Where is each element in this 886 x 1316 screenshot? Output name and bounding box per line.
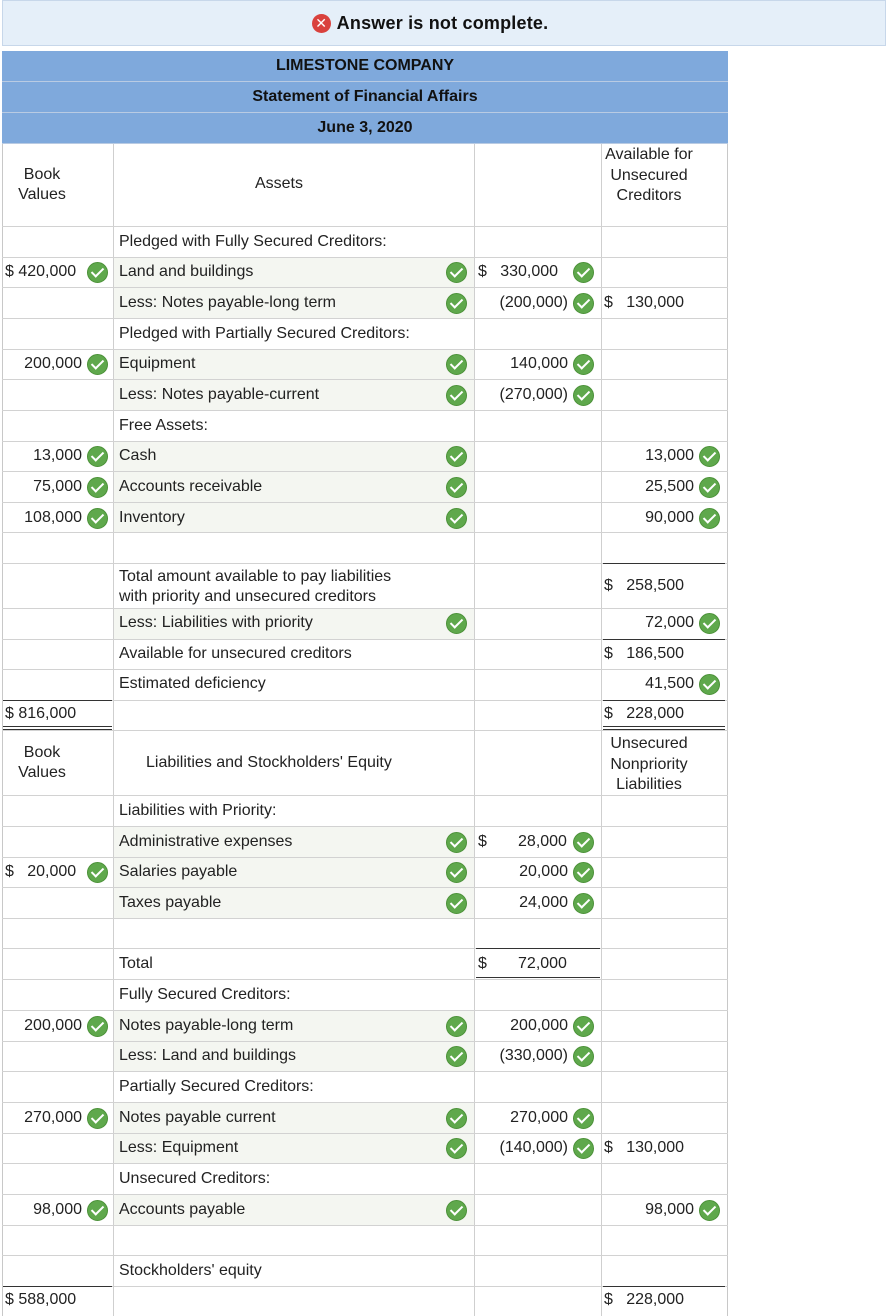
book-values-header: Book Values [18, 166, 66, 203]
check-icon [87, 354, 108, 375]
equipment-amount[interactable]: 140,000 [510, 355, 568, 372]
free-assets-heading: Free Assets: [119, 417, 208, 434]
fully-secured-heading: Fully Secured Creditors: [119, 986, 291, 1003]
equipment-label[interactable]: Equipment [119, 355, 196, 372]
liab-notes-cur-book[interactable]: 270,000 [24, 1109, 82, 1126]
check-icon [87, 862, 108, 883]
check-icon [573, 1108, 594, 1129]
liab-grand-total-unsecured: $ 228,000 [604, 1291, 685, 1308]
check-icon [573, 1138, 594, 1159]
land-book[interactable]: $ 420,000 [5, 263, 77, 280]
liab-total-label: Total [119, 955, 153, 972]
salaries-amount[interactable]: 20,000 [519, 863, 568, 880]
check-icon [446, 1108, 467, 1129]
check-icon [446, 446, 467, 467]
taxes-amount[interactable]: 24,000 [519, 894, 568, 911]
unsecured-creditors-heading: Unsecured Creditors: [119, 1170, 271, 1187]
assets-total-book: $ 816,000 [5, 705, 77, 722]
check-icon [573, 385, 594, 406]
check-icon [573, 354, 594, 375]
liab-notes-lt-book[interactable]: 200,000 [24, 1017, 82, 1034]
check-icon [699, 1200, 720, 1221]
check-icon [87, 477, 108, 498]
check-icon [446, 354, 467, 375]
check-icon [573, 293, 594, 314]
less-equipment-unsecured: $ 130,000 [604, 1139, 685, 1156]
check-icon [699, 613, 720, 634]
avail-unsecured-label: Available for unsecured creditors [119, 645, 352, 662]
ar-available[interactable]: 25,500 [645, 478, 694, 495]
stockholders-equity-label: Stockholders' equity [119, 1262, 262, 1279]
ar-book[interactable]: 75,000 [33, 478, 82, 495]
land-label[interactable]: Land and buildings [119, 263, 254, 280]
admin-amount[interactable]: $ 28,000 [478, 833, 567, 850]
statement-title: Statement of Financial Affairs [2, 82, 728, 113]
ap-unsecured[interactable]: 98,000 [645, 1201, 694, 1218]
liab-notes-cur-amount[interactable]: 270,000 [510, 1109, 568, 1126]
equipment-book[interactable]: 200,000 [24, 355, 82, 372]
check-icon [87, 1108, 108, 1129]
company-name: LIMESTONE COMPANY [2, 51, 728, 82]
check-icon [573, 262, 594, 283]
total-available-value: $ 258,500 [604, 577, 685, 594]
check-icon [446, 477, 467, 498]
check-icon [446, 293, 467, 314]
salaries-book[interactable]: $ 20,000 [5, 863, 77, 880]
less-priority-value[interactable]: 72,000 [645, 614, 694, 631]
check-icon [699, 477, 720, 498]
check-icon [87, 262, 108, 283]
unsecured-nonpriority-header: Unsecured Nonpriority Liabilities [610, 735, 688, 793]
ap-book[interactable]: 98,000 [33, 1201, 82, 1218]
check-icon [446, 832, 467, 853]
check-icon [573, 832, 594, 853]
check-icon [446, 1138, 467, 1159]
partial-secured-heading: Partially Secured Creditors: [119, 1078, 314, 1095]
total-available-label: Total amount available to pay liabilities with priority and unsecured creditors [119, 568, 392, 605]
less-land-amount[interactable]: (330,000) [499, 1047, 568, 1064]
inventory-book[interactable]: 108,000 [24, 509, 82, 526]
x-circle-icon: ✕ [312, 14, 331, 33]
land-amount[interactable]: $ 330,000 [478, 263, 559, 280]
check-icon [699, 674, 720, 695]
liab-notes-lt-amount[interactable]: 200,000 [510, 1017, 568, 1034]
less-land-label[interactable]: Less: Land and buildings [119, 1047, 297, 1064]
pledged-partial-heading: Pledged with Partially Secured Creditors: [119, 325, 410, 342]
banner-text: Answer is not complete. [336, 12, 549, 33]
liab-notes-lt-label[interactable]: Notes payable-long term [119, 1017, 294, 1034]
notes-lt-amount[interactable]: (200,000) [499, 294, 568, 311]
avail-unsecured-value: $ 186,500 [604, 645, 685, 662]
ar-label[interactable]: Accounts receivable [119, 478, 263, 495]
check-icon [87, 1016, 108, 1037]
assets-header: Assets [254, 175, 303, 192]
ap-label[interactable]: Accounts payable [119, 1201, 246, 1218]
liab-grand-total-book: $ 588,000 [5, 1291, 77, 1308]
check-icon [699, 508, 720, 529]
less-priority-label[interactable]: Less: Liabilities with priority [119, 614, 313, 631]
check-icon [446, 1046, 467, 1067]
check-icon [573, 893, 594, 914]
answer-status-banner [2, 0, 886, 46]
check-icon [446, 262, 467, 283]
inventory-available[interactable]: 90,000 [645, 509, 694, 526]
cash-label[interactable]: Cash [119, 447, 157, 464]
pledged-full-heading: Pledged with Fully Secured Creditors: [119, 233, 387, 250]
check-icon [573, 1016, 594, 1037]
admin-label[interactable]: Administrative expenses [119, 833, 293, 850]
taxes-label[interactable]: Taxes payable [119, 894, 222, 911]
check-icon [446, 508, 467, 529]
liabilities-header: Liabilities and Stockholders' Equity [146, 754, 392, 771]
check-icon [87, 508, 108, 529]
check-icon [446, 1200, 467, 1221]
deficiency-value[interactable]: 41,500 [645, 675, 694, 692]
statement-date: June 3, 2020 [2, 113, 728, 144]
priority-heading: Liabilities with Priority: [119, 802, 277, 819]
cash-available[interactable]: 13,000 [645, 447, 694, 464]
available-header: Available for Unsecured Creditors [605, 146, 693, 204]
check-icon [446, 385, 467, 406]
check-icon [699, 446, 720, 467]
salaries-label[interactable]: Salaries payable [119, 863, 238, 880]
notes-lt-label[interactable]: Less: Notes payable-long term [119, 294, 336, 311]
notes-cur-label[interactable]: Less: Notes payable-current [119, 386, 320, 403]
check-icon [446, 893, 467, 914]
inventory-label[interactable]: Inventory [119, 509, 185, 526]
check-icon [87, 1200, 108, 1221]
check-icon [446, 862, 467, 883]
check-icon [87, 446, 108, 467]
less-equipment-amount[interactable]: (140,000) [499, 1139, 568, 1156]
assets-total-available: $ 228,000 [604, 705, 685, 722]
notes-cur-amount[interactable]: (270,000) [499, 386, 568, 403]
check-icon [446, 613, 467, 634]
notes-lt-available: $ 130,000 [604, 294, 685, 311]
check-icon [573, 862, 594, 883]
liab-book-values-header: Book Values [18, 744, 66, 781]
deficiency-label: Estimated deficiency [119, 675, 266, 692]
cash-book[interactable]: 13,000 [33, 447, 82, 464]
liab-total-amount: $ 72,000 [478, 955, 567, 972]
check-icon [446, 1016, 467, 1037]
liab-notes-cur-label[interactable]: Notes payable current [119, 1109, 276, 1126]
less-equipment-label[interactable]: Less: Equipment [119, 1139, 239, 1156]
check-icon [573, 1046, 594, 1067]
